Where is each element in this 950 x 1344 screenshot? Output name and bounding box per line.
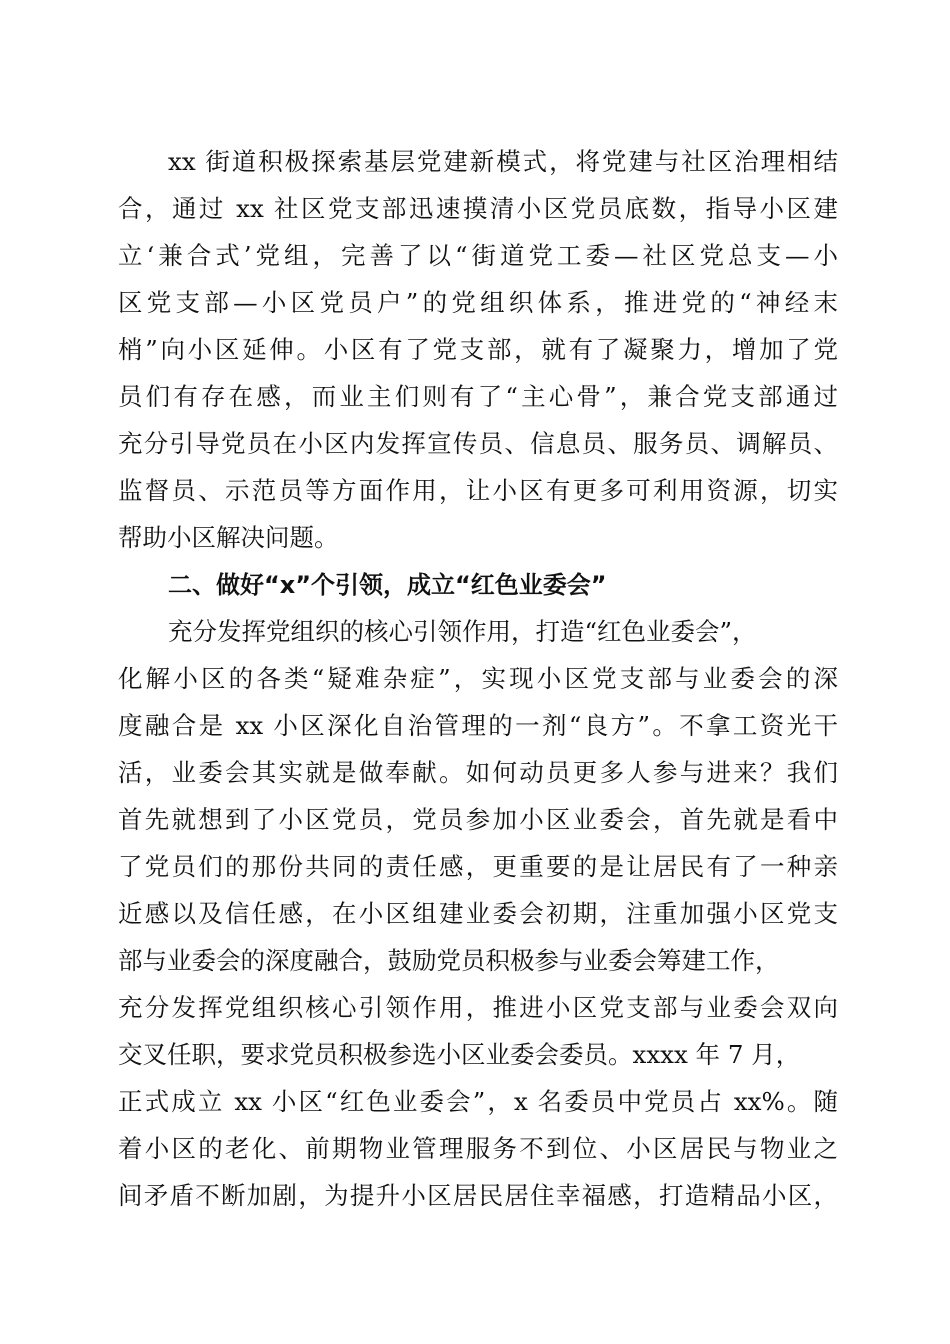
text-line: 近感以及信任感，在小区组建业委会初期，注重加强小区党支 <box>118 899 838 928</box>
text-line: 监督员、示范员等方面作用，让小区有更多可利用资源，切实 <box>118 476 838 505</box>
text-line: 了党员们的那份共同的责任感，更重要的是让居民有了一种亲 <box>118 852 838 881</box>
text-line: 化解小区的各类“疑难杂症”，实现小区党支部与业委会的深 <box>118 664 838 693</box>
text-line: 帮助小区解决问题。 <box>118 523 339 552</box>
text-line: 部与业委会的深度融合，鼓励党员积极参与业委会筹建工作， <box>118 946 780 975</box>
text-line: 着小区的老化、前期物业管理服务不到位、小区居民与物业之 <box>118 1134 838 1163</box>
text-line: 首先就想到了小区党员，党员参加小区业委会，首先就是看中 <box>118 805 838 834</box>
text-line: 充分引导党员在小区内发挥宣传员、信息员、服务员、调解员、 <box>118 429 838 458</box>
text-line: 合，通过 xx 社区党支部迅速摸清小区党员底数，指导小区建 <box>118 194 838 223</box>
text-line: xx 街道积极探索基层党建新模式，将党建与社区治理相结 <box>168 147 838 176</box>
text-line: 梢”向小区延伸。小区有了党支部，就有了凝聚力，增加了党 <box>118 335 838 364</box>
text-line: 活，业委会其实就是做奉献。如何动员更多人参与进来？我们 <box>118 758 838 787</box>
text-line: 正式成立 xx 小区“红色业委会”，x 名委员中党员占 xx%。随 <box>118 1087 838 1116</box>
text-line: 交叉任职，要求党员积极参选小区业委会委员。xxxx 年 7 月， <box>118 1040 801 1069</box>
text-line: 充分发挥党组织的核心引领作用，打造“红色业委会”， <box>168 617 757 646</box>
text-line: 间矛盾不断加剧，为提升小区居民居住幸福感，打造精品小区， <box>118 1181 838 1210</box>
section-heading: 二、做好“x”个引领，成立“红色业委会” <box>168 571 607 599</box>
text-line: 区党支部—小区党员户”的党组织体系，推进党的“神经末 <box>118 288 838 317</box>
text-line: 立‘兼合式’党组，完善了以“街道党工委—社区党总支—小 <box>118 241 838 270</box>
text-line: 员们有存在感，而业主们则有了“主心骨”，兼合党支部通过 <box>118 382 838 411</box>
text-line: 度融合是 xx 小区深化自治管理的一剂“良方”。不拿工资光干 <box>118 711 838 740</box>
text-line: 充分发挥党组织核心引领作用，推进小区党支部与业委会双向 <box>118 993 838 1022</box>
